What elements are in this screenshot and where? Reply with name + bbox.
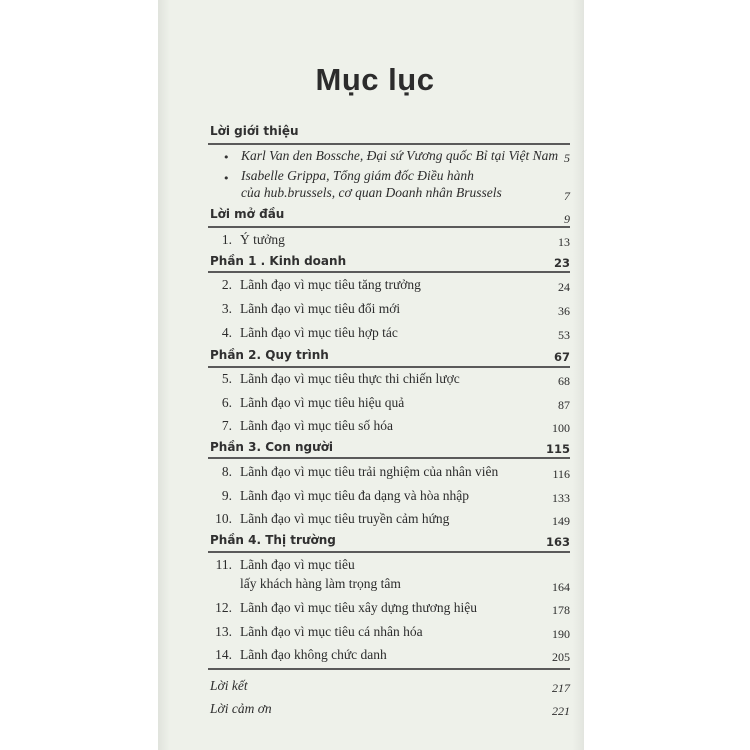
section-divider	[208, 226, 570, 228]
toc-entry-4: 4. Lãnh đạo vì mục tiêu hợp tác	[221, 325, 398, 340]
toc-entry-2: 2. Lãnh đạo vì mục tiêu tăng trưởng	[221, 277, 421, 292]
toc-page-closing: 217	[552, 681, 570, 695]
toc-heading-part2: Phần 2. Quy trình	[210, 348, 329, 362]
toc-entry-1: 1. Ý tưởng	[221, 232, 285, 247]
toc-page-2: 24	[558, 280, 570, 294]
toc-heading-intro: Lời giới thiệu	[210, 124, 299, 138]
toc-entry-11-line2: lấy khách hàng làm trọng tâm	[240, 576, 401, 591]
section-divider	[208, 551, 570, 553]
toc-entry-intro-2-line2: của hub.brussels, cơ quan Doanh nhân Brussels	[241, 185, 502, 200]
toc-entry-7: 7. Lãnh đạo vì mục tiêu số hóa	[221, 418, 393, 433]
toc-entry-9: 9. Lãnh đạo vì mục tiêu đa dạng và hòa nhập	[221, 488, 470, 503]
toc-page-3: 36	[558, 304, 570, 318]
toc-heading-preface: Lời mở đầu	[210, 207, 285, 221]
toc-page-7: 100	[552, 421, 570, 435]
toc-heading-part4: Phần 4. Thị trường	[210, 533, 336, 547]
toc-page-11: 164	[552, 580, 570, 594]
section-divider	[208, 457, 570, 459]
toc-page-8: 116	[552, 467, 570, 481]
toc-page-acknowledgements: 221	[552, 704, 570, 718]
toc-page-part4: 163	[545, 535, 570, 549]
toc-heading-part1: Phần 1 . Kinh doanh	[210, 254, 347, 268]
toc-entry-intro-1: Karl Van den Bossche, Đại sứ Vương quốc Bỉ tại Việt Nam	[241, 148, 559, 163]
toc-entry-10: 10. Lãnh đạo vì mục tiêu truyền cảm hứng	[215, 511, 450, 526]
page-gutter-shadow	[158, 0, 170, 750]
toc-entry-6: 6. Lãnh đạo vì mục tiêu hiệu quả	[221, 395, 405, 410]
toc-entry-13: 13. Lãnh đạo vì mục tiêu cá nhân hóa	[215, 624, 423, 639]
toc-heading-part3: Phần 3. Con người	[210, 440, 334, 454]
toc-entry-11-line1: 11. Lãnh đạo vì mục tiêu	[215, 557, 355, 572]
toc-entry-5: 5. Lãnh đạo vì mục tiêu thực thi chiến lược	[221, 371, 460, 386]
toc-page-6: 87	[558, 398, 570, 412]
toc-page-intro-1: 5	[564, 151, 570, 165]
toc-entry-14: 14. Lãnh đạo không chức danh	[215, 647, 387, 662]
bullet-icon: •	[223, 151, 230, 164]
section-divider	[208, 668, 570, 670]
toc-page-part3: 115	[545, 442, 570, 456]
page-edge-shadow	[572, 0, 584, 750]
toc-entry-intro-2-line1: Isabelle Grippa, Tổng giám đốc Điều hành	[241, 168, 474, 183]
toc-page-part2: 67	[553, 350, 570, 364]
toc-page-10: 149	[552, 514, 570, 528]
toc-page-14: 205	[552, 650, 570, 664]
toc-page-4: 53	[558, 328, 570, 342]
toc-entry-8: 8. Lãnh đạo vì mục tiêu trải nghiệm của nhân viên	[221, 464, 499, 479]
toc-page-13: 190	[552, 627, 570, 641]
toc-entry-3: 3. Lãnh đạo vì mục tiêu đổi mới	[221, 301, 401, 316]
toc-page-5: 68	[558, 374, 570, 388]
bullet-icon: •	[223, 172, 230, 185]
toc-entry-acknowledgements: Lời cảm ơn	[210, 701, 272, 716]
toc-page-12: 178	[552, 603, 570, 617]
section-divider	[208, 271, 570, 273]
section-divider	[208, 143, 570, 145]
toc-page-9: 133	[552, 491, 570, 505]
toc-page-preface: 9	[564, 212, 570, 226]
toc-entry-12: 12. Lãnh đạo vì mục tiêu xây dựng thương hiệu	[215, 600, 477, 615]
toc-page-1: 13	[558, 235, 570, 249]
page-title: Mục lục	[315, 62, 435, 97]
toc-entry-closing: Lời kết	[210, 678, 248, 693]
toc-page-part1: 23	[553, 256, 570, 270]
toc-page-intro-2: 7	[564, 189, 570, 203]
section-divider	[208, 366, 570, 368]
